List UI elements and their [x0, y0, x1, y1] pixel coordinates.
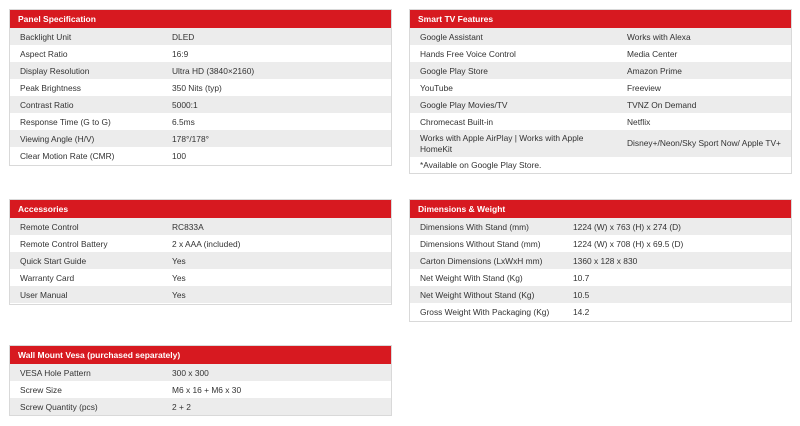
- smart-tv-footnote: *Available on Google Play Store.: [420, 160, 542, 170]
- spec-label: User Manual: [10, 286, 162, 303]
- spec-row: [410, 286, 791, 303]
- spec-row: [410, 79, 791, 96]
- spec-label: Works with Apple AirPlay | Works with Apple HomeKit: [410, 130, 617, 157]
- spec-value: Netflix: [627, 116, 651, 127]
- accessories-table: [10, 218, 391, 303]
- spec-value: Yes: [162, 252, 391, 269]
- spec-label: Dimensions Without Stand (mm): [420, 238, 541, 249]
- spec-row: [410, 113, 791, 130]
- spec-row: [410, 218, 791, 235]
- spec-label: Remote Control Battery: [20, 238, 108, 249]
- spec-value: 300 x 300: [162, 364, 391, 381]
- spec-row: [10, 28, 391, 45]
- dimensions-weight-table: [410, 218, 791, 320]
- spec-label: Hands Free Voice Control: [420, 48, 516, 59]
- spec-label: Peak Brightness: [20, 82, 81, 93]
- spec-value: DLED: [162, 28, 391, 45]
- spec-value: 2 + 2: [162, 398, 391, 415]
- spec-label: Contrast Ratio: [10, 96, 162, 113]
- spec-label: Remote Control: [10, 218, 162, 235]
- accessories-header: Accessories: [10, 200, 391, 218]
- spec-row: [10, 45, 391, 62]
- smart-tv-features-header: Smart TV Features: [410, 10, 791, 28]
- spec-value: Media Center: [627, 48, 678, 59]
- spec-row: [410, 269, 791, 286]
- spec-value: 10.5: [563, 286, 791, 303]
- spec-row: [10, 79, 391, 96]
- wall-mount-vesa-header: Wall Mount Vesa (purchased separately): [10, 346, 391, 364]
- spec-label: Gross Weight With Packaging (Kg): [420, 306, 550, 317]
- spec-label: Net Weight Without Stand (Kg): [410, 286, 563, 303]
- wall-mount-vesa-table: [10, 364, 391, 415]
- spec-label: Viewing Angle (H/V): [10, 130, 162, 147]
- spec-label: Screw Quantity (pcs): [10, 398, 162, 415]
- spec-value: RC833A: [162, 218, 391, 235]
- spec-label: Net Weight With Stand (Kg): [420, 272, 523, 283]
- spec-value: 5000:1: [162, 96, 391, 113]
- spec-label: VESA Hole Pattern: [10, 364, 162, 381]
- spec-row: [10, 235, 391, 252]
- smart-tv-features-card: [409, 9, 792, 174]
- spec-label: Dimensions With Stand (mm): [410, 218, 563, 235]
- dimensions-weight-header: Dimensions & Weight: [410, 200, 791, 218]
- spec-label: Google Assistant: [410, 28, 617, 45]
- spec-value: 14.2: [573, 306, 590, 317]
- spec-row: [410, 252, 791, 269]
- spec-value: Works with Alexa: [617, 28, 791, 45]
- spec-value: 6.5ms: [172, 116, 195, 127]
- spec-value: Yes: [162, 286, 391, 303]
- spec-value: Freeview: [627, 82, 661, 93]
- spec-label: Google Play Store: [410, 62, 617, 79]
- panel-specification-card: [9, 9, 392, 166]
- spec-label: Google Play Movies/TV: [410, 96, 617, 113]
- spec-label: Clear Motion Rate (CMR): [20, 150, 115, 161]
- spec-row: [410, 96, 791, 113]
- spec-row: [410, 130, 791, 157]
- spec-row: [10, 96, 391, 113]
- spec-value: Ultra HD (3840×2160): [162, 62, 391, 79]
- panel-specification-header: Panel Specification: [10, 10, 391, 28]
- spec-row: [410, 45, 791, 62]
- spec-value: 178°/178°: [162, 130, 391, 147]
- spec-value: 10.7: [573, 272, 590, 283]
- spec-row: [10, 381, 391, 398]
- spec-label: Backlight Unit: [10, 28, 162, 45]
- spec-row: [410, 28, 791, 45]
- spec-value: M6 x 16 + M6 x 30: [172, 384, 242, 395]
- spec-row: [10, 113, 391, 130]
- spec-row: [10, 62, 391, 79]
- spec-value: 350 Nits (typ): [172, 82, 222, 93]
- spec-label: Aspect Ratio: [20, 48, 68, 59]
- spec-row: [10, 218, 391, 235]
- spec-value: 1360 x 128 x 830: [563, 252, 791, 269]
- spec-row: [410, 62, 791, 79]
- spec-row: [410, 303, 791, 320]
- smart-tv-features-table: [410, 28, 791, 157]
- spec-row: [10, 130, 391, 147]
- spec-row: [10, 364, 391, 381]
- spec-row: [10, 269, 391, 286]
- spec-label: Carton Dimensions (LxWxH mm): [410, 252, 563, 269]
- spec-row: [10, 252, 391, 269]
- spec-label: Chromecast Built-in: [420, 116, 494, 127]
- spec-value: Disney+/Neon/Sky Sport Now/ Apple TV+: [617, 130, 791, 157]
- spec-label: Response Time (G to G): [20, 116, 111, 127]
- spec-row: [10, 398, 391, 415]
- spec-value: 1224 (W) x 763 (H) x 274 (D): [563, 218, 791, 235]
- spec-label: Warranty Card: [20, 272, 75, 283]
- spec-row: [10, 286, 391, 303]
- spec-value: Yes: [172, 272, 186, 283]
- spec-label: Display Resolution: [10, 62, 162, 79]
- spec-value: 16:9: [172, 48, 189, 59]
- spec-label: Screw Size: [20, 384, 62, 395]
- spec-row: [410, 235, 791, 252]
- spec-value: 2 x AAA (included): [172, 238, 241, 249]
- spec-value: Amazon Prime: [617, 62, 791, 79]
- spec-row: [10, 147, 391, 164]
- spec-value: 1224 (W) x 708 (H) x 69.5 (D): [573, 238, 684, 249]
- dimensions-weight-card: [409, 199, 792, 322]
- panel-specification-table: [10, 28, 391, 164]
- wall-mount-vesa-card: [9, 345, 392, 416]
- accessories-card: [9, 199, 392, 305]
- spec-label: Quick Start Guide: [10, 252, 162, 269]
- spec-value: TVNZ On Demand: [617, 96, 791, 113]
- spec-label: YouTube: [420, 82, 453, 93]
- spec-value: 100: [172, 150, 186, 161]
